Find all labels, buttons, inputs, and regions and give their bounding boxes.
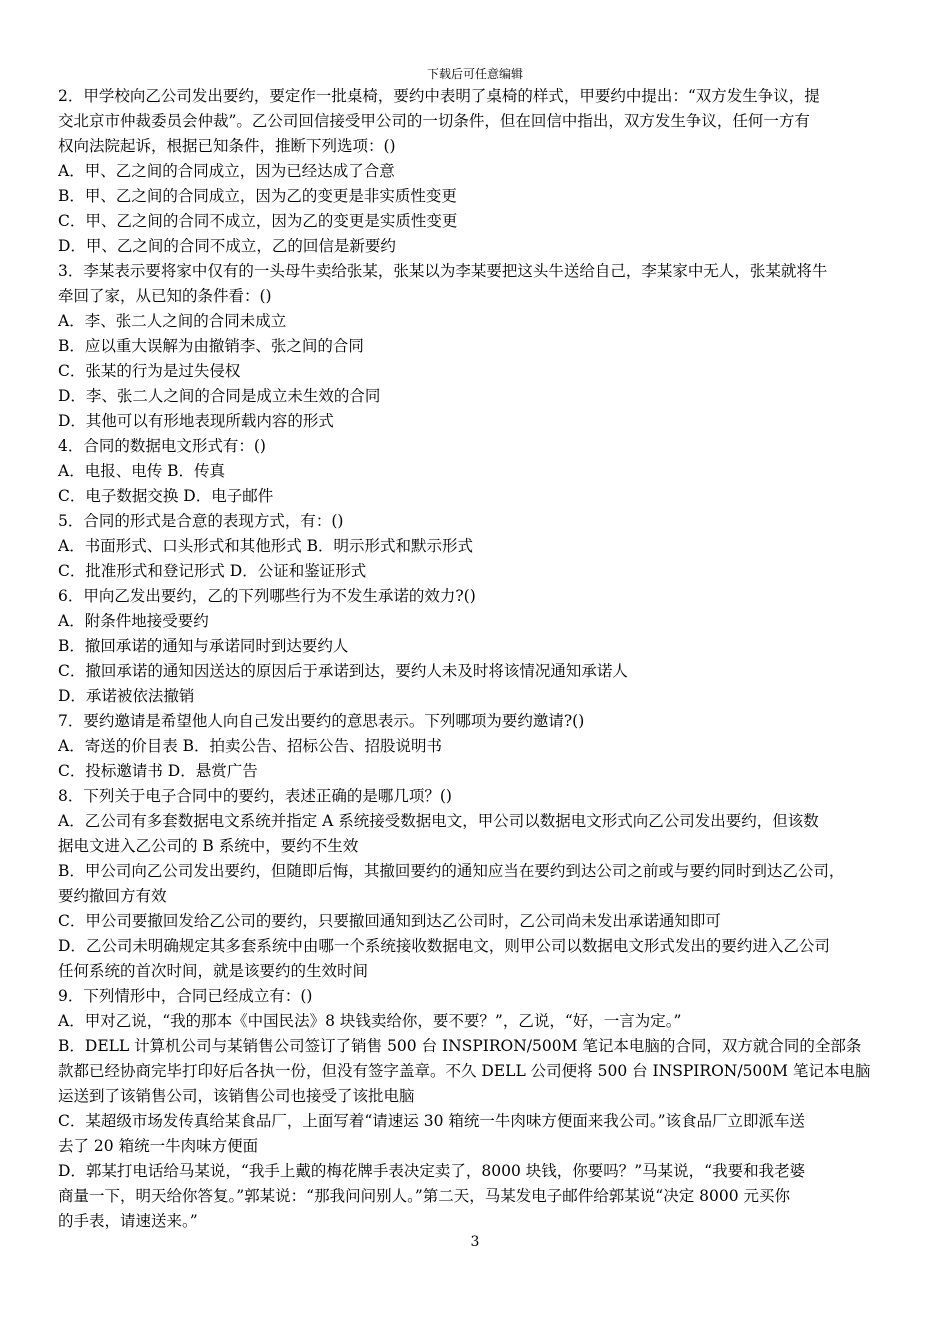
text-line: B．甲、乙之间的合同成立，因为乙的变更是非实质性变更 <box>58 187 457 205</box>
page-header-note: 下载后可任意编辑 <box>426 67 523 81</box>
text-line: C．张某的行为是过失侵权 <box>58 362 241 380</box>
text-line: D．郭某打电话给马某说，“我手上戴的梅花牌手表决定卖了，8000 块钱，你要吗？”马某说，“我要和我老婆 <box>58 1162 806 1180</box>
text-line: 8．下列关于电子合同中的要约，表述正确的是哪几项？() <box>58 787 452 805</box>
text-line: 7．要约邀请是希望他人向自己发出要约的意思表示。下列哪项为要约邀请?() <box>58 712 585 730</box>
text-line: A．甲、乙之间的合同成立，因为已经达成了合意 <box>58 162 395 180</box>
text-line: B．DELL 计算机公司与某销售公司签订了销售 500 台 INSPIRON/500M 笔记本电脑的合同，双方就合同的全部条 <box>58 1037 862 1055</box>
text-line: 权向法院起诉，根据已知条件，推断下列选项：() <box>58 137 396 155</box>
text-line: C．甲公司要撤回发给乙公司的要约，只要撤回通知到达乙公司时，乙公司尚未发出承诺通知即可 <box>58 912 721 930</box>
text-line: C．甲、乙之间的合同不成立，因为乙的变更是实质性变更 <box>58 212 458 230</box>
text-line: C．批准形式和登记形式 D．公证和鉴证形式 <box>58 562 367 580</box>
text-line: 款都已经协商完毕打印好后各执一份，但没有签字盖章。不久 DELL 公司便将 500 台 INSPIRON/500M 笔记本电脑 <box>58 1062 871 1080</box>
text-line: B．应以重大误解为由撤销李、张之间的合同 <box>58 337 364 355</box>
text-line: A．附条件地接受要约 <box>58 612 209 630</box>
text-line: 交北京市仲裁委员会仲裁”。乙公司回信接受甲公司的一切条件，但在回信中指出，双方发生争议，任何一方有 <box>58 112 810 130</box>
text-line: A．电报、电传 B．传真 <box>58 462 226 480</box>
text-line: 2．甲学校向乙公司发出要约，要定作一批桌椅，要约中表明了桌椅的样式，甲要约中提出：“双方发生争议，提 <box>58 87 820 105</box>
text-line: D．乙公司未明确规定其多套系统中由哪一个系统接收数据电文，则甲公司以数据电文形式发出的要约进入乙公司 <box>58 937 830 955</box>
text-line: 商量一下，明天给你答复。”郭某说：“那我问问别人。”第二天，马某发电子邮件给郭某说“决定 8000 元买你 <box>58 1187 790 1205</box>
text-line: D．李、张二人之间的合同是成立未生效的合同 <box>58 387 381 405</box>
text-line: 要约撤回方有效 <box>58 887 167 905</box>
text-line: 9．下列情形中，合同已经成立有：() <box>58 987 313 1005</box>
text-line: 运送到了该销售公司，该销售公司也接受了该批电脑 <box>58 1087 415 1105</box>
text-line: A．寄送的价目表 B．拍卖公告、招标公告、招股说明书 <box>58 737 443 755</box>
document-body <box>58 84 904 1234</box>
text-line: 去了 20 箱统一牛肉味方便面 <box>58 1137 259 1155</box>
text-line: D．承诺被依法撤销 <box>58 687 195 705</box>
text-line: A．乙公司有多套数据电文系统并指定 A 系统接受数据电文，甲公司以数据电文形式向乙公司发出要约，但该数 <box>58 812 819 830</box>
text-line: A．书面形式、口头形式和其他形式 B．明示形式和默示形式 <box>58 537 474 555</box>
text-line: 据电文进入乙公司的 B 系统中，要约不生效 <box>58 837 359 855</box>
text-line: A．李、张二人之间的合同未成立 <box>58 312 287 330</box>
text-line: C．投标邀请书 D．悬赏广告 <box>58 762 258 780</box>
text-line: B．甲公司向乙公司发出要约，但随即后悔，其撤回要约的通知应当在要约到达公司之前或与要约同时到达乙公司， <box>58 862 845 880</box>
text-line: C．电子数据交换 D．电子邮件 <box>58 487 274 505</box>
text-line: C．撤回承诺的通知因送达的原因后于承诺到达，要约人未及时将该情况通知承诺人 <box>58 662 628 680</box>
text-line: 6．甲向乙发出要约，乙的下列哪些行为不发生承诺的效力?() <box>58 587 476 605</box>
text-line: B．撤回承诺的通知与承诺同时到达要约人 <box>58 637 349 655</box>
text-line: 牵回了家，从已知的条件看：() <box>58 287 272 305</box>
text-line: 5．合同的形式是合意的表现方式，有：() <box>58 512 344 530</box>
text-line: 任何系统的首次时间，就是该要约的生效时间 <box>58 962 369 980</box>
text-line: 4．合同的数据电文形式有：() <box>58 437 266 455</box>
text-line: D．其他可以有形地表现所载内容的形式 <box>58 412 334 430</box>
text-line: D．甲、乙之间的合同不成立，乙的回信是新要约 <box>58 237 396 255</box>
text-line: 3．李某表示要将家中仅有的一头母牛卖给张某，张某以为李某要把这头牛送给自己，李某家中无人，张某就将牛 <box>58 262 828 280</box>
page-number: 3 <box>470 1234 480 1250</box>
text-line: A．甲对乙说，“我的那本《中国民法》8 块钱卖给你，要不要？”，乙说，“好，一言为定。” <box>58 1012 682 1030</box>
text-line: C．某超级市场发传真给某食品厂，上面写着“请速运 30 箱统一牛肉味方便面来我公司。”该食品厂立即派车送 <box>58 1112 806 1130</box>
text-line: 的手表，请速送来。” <box>58 1212 198 1230</box>
